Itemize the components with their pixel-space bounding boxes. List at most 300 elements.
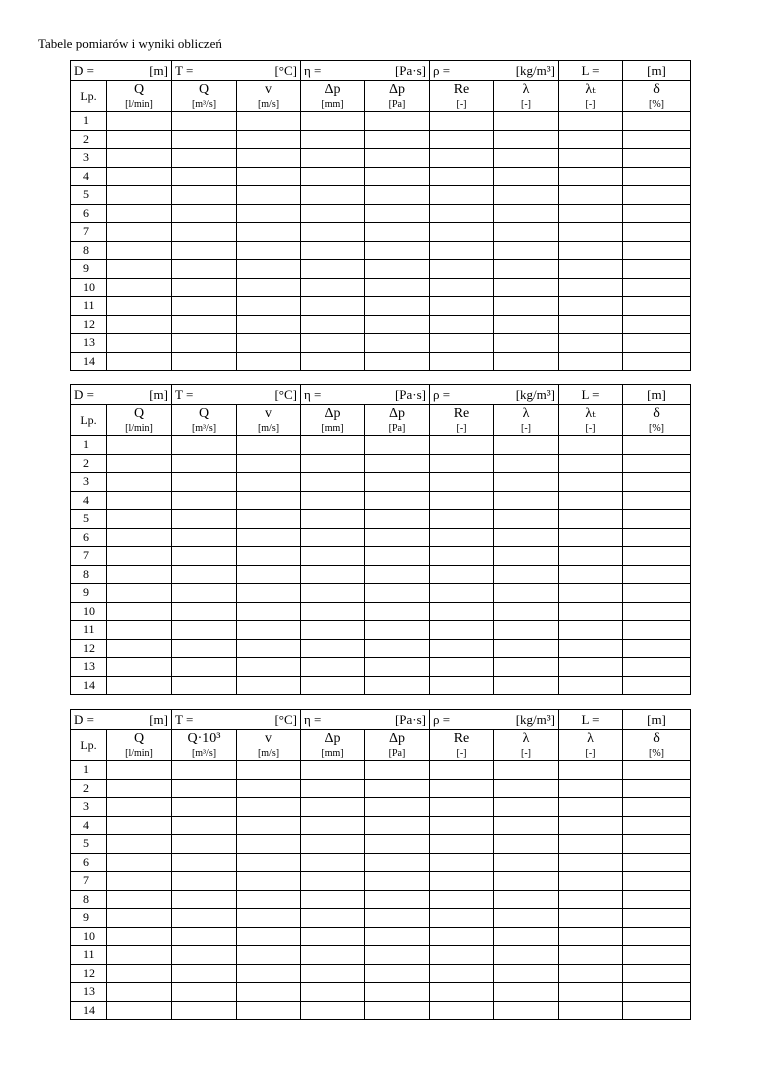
- data-cell[interactable]: [365, 964, 430, 983]
- data-cell[interactable]: [365, 890, 430, 909]
- data-cell[interactable]: [430, 223, 494, 242]
- data-cell[interactable]: [430, 204, 494, 223]
- data-cell[interactable]: [237, 112, 301, 131]
- data-cell[interactable]: [237, 639, 301, 658]
- data-cell[interactable]: [365, 946, 430, 965]
- data-cell[interactable]: [623, 584, 691, 603]
- data-cell[interactable]: [107, 223, 172, 242]
- data-cell[interactable]: [172, 334, 237, 353]
- data-cell[interactable]: [107, 547, 172, 566]
- data-cell[interactable]: [107, 186, 172, 205]
- data-cell[interactable]: [237, 149, 301, 168]
- data-cell[interactable]: [365, 983, 430, 1002]
- data-cell[interactable]: [559, 816, 623, 835]
- data-cell[interactable]: [172, 260, 237, 279]
- data-cell[interactable]: [301, 565, 365, 584]
- data-cell[interactable]: [494, 186, 559, 205]
- param-diameter-field[interactable]: [71, 385, 172, 405]
- data-cell[interactable]: [365, 204, 430, 223]
- data-cell[interactable]: [172, 547, 237, 566]
- data-cell[interactable]: [172, 872, 237, 891]
- data-cell[interactable]: [559, 964, 623, 983]
- data-cell[interactable]: [172, 676, 237, 695]
- data-cell[interactable]: [301, 491, 365, 510]
- data-cell[interactable]: [237, 835, 301, 854]
- data-cell[interactable]: [237, 798, 301, 817]
- data-cell[interactable]: [494, 835, 559, 854]
- data-cell[interactable]: [623, 676, 691, 695]
- data-cell[interactable]: [301, 639, 365, 658]
- data-cell[interactable]: [365, 315, 430, 334]
- data-cell[interactable]: [237, 658, 301, 677]
- data-cell[interactable]: [107, 761, 172, 780]
- data-cell[interactable]: [430, 853, 494, 872]
- data-cell[interactable]: [623, 602, 691, 621]
- data-cell[interactable]: [172, 853, 237, 872]
- data-cell[interactable]: [559, 584, 623, 603]
- data-cell[interactable]: [107, 909, 172, 928]
- param-temperature-field[interactable]: [172, 385, 301, 405]
- data-cell[interactable]: [301, 927, 365, 946]
- data-cell[interactable]: [430, 315, 494, 334]
- data-cell[interactable]: [365, 621, 430, 640]
- data-cell[interactable]: [237, 473, 301, 492]
- data-cell[interactable]: [494, 658, 559, 677]
- data-cell[interactable]: [430, 528, 494, 547]
- data-cell[interactable]: [430, 761, 494, 780]
- data-cell[interactable]: [365, 491, 430, 510]
- data-cell[interactable]: [494, 473, 559, 492]
- param-diameter-field[interactable]: [71, 61, 172, 81]
- data-cell[interactable]: [301, 964, 365, 983]
- data-cell[interactable]: [172, 510, 237, 529]
- data-cell[interactable]: [365, 658, 430, 677]
- data-cell[interactable]: [494, 491, 559, 510]
- data-cell[interactable]: [623, 547, 691, 566]
- data-cell[interactable]: [494, 149, 559, 168]
- data-cell[interactable]: [237, 510, 301, 529]
- data-cell[interactable]: [430, 890, 494, 909]
- data-cell[interactable]: [301, 602, 365, 621]
- data-cell[interactable]: [559, 260, 623, 279]
- data-cell[interactable]: [237, 761, 301, 780]
- data-cell[interactable]: [430, 909, 494, 928]
- data-cell[interactable]: [559, 547, 623, 566]
- data-cell[interactable]: [237, 436, 301, 455]
- data-cell[interactable]: [430, 186, 494, 205]
- data-cell[interactable]: [365, 112, 430, 131]
- param-length-field[interactable]: [559, 710, 623, 730]
- data-cell[interactable]: [623, 946, 691, 965]
- data-cell[interactable]: [623, 473, 691, 492]
- data-cell[interactable]: [172, 909, 237, 928]
- data-cell[interactable]: [559, 946, 623, 965]
- data-cell[interactable]: [559, 927, 623, 946]
- data-cell[interactable]: [301, 223, 365, 242]
- param-length-field[interactable]: [559, 385, 623, 405]
- data-cell[interactable]: [237, 223, 301, 242]
- data-cell[interactable]: [623, 315, 691, 334]
- data-cell[interactable]: [237, 584, 301, 603]
- data-cell[interactable]: [623, 621, 691, 640]
- data-cell[interactable]: [494, 167, 559, 186]
- data-cell[interactable]: [237, 602, 301, 621]
- data-cell[interactable]: [430, 621, 494, 640]
- data-cell[interactable]: [172, 352, 237, 371]
- param-temperature-field[interactable]: [172, 710, 301, 730]
- data-cell[interactable]: [172, 964, 237, 983]
- data-cell[interactable]: [301, 204, 365, 223]
- data-cell[interactable]: [559, 621, 623, 640]
- data-cell[interactable]: [172, 149, 237, 168]
- data-cell[interactable]: [559, 676, 623, 695]
- data-cell[interactable]: [237, 872, 301, 891]
- data-cell[interactable]: [301, 149, 365, 168]
- data-cell[interactable]: [237, 816, 301, 835]
- data-cell[interactable]: [365, 260, 430, 279]
- data-cell[interactable]: [172, 565, 237, 584]
- data-cell[interactable]: [559, 473, 623, 492]
- param-viscosity-field[interactable]: [301, 710, 430, 730]
- data-cell[interactable]: [494, 130, 559, 149]
- data-cell[interactable]: [107, 853, 172, 872]
- data-cell[interactable]: [172, 835, 237, 854]
- data-cell[interactable]: [559, 491, 623, 510]
- data-cell[interactable]: [172, 223, 237, 242]
- data-cell[interactable]: [301, 621, 365, 640]
- data-cell[interactable]: [301, 761, 365, 780]
- data-cell[interactable]: [623, 528, 691, 547]
- data-cell[interactable]: [430, 334, 494, 353]
- data-cell[interactable]: [430, 658, 494, 677]
- data-cell[interactable]: [559, 890, 623, 909]
- data-cell[interactable]: [365, 436, 430, 455]
- data-cell[interactable]: [365, 473, 430, 492]
- data-cell[interactable]: [301, 297, 365, 316]
- data-cell[interactable]: [430, 454, 494, 473]
- data-cell[interactable]: [107, 510, 172, 529]
- data-cell[interactable]: [172, 315, 237, 334]
- data-cell[interactable]: [365, 334, 430, 353]
- data-cell[interactable]: [172, 927, 237, 946]
- data-cell[interactable]: [430, 927, 494, 946]
- data-cell[interactable]: [365, 528, 430, 547]
- data-cell[interactable]: [301, 890, 365, 909]
- param-density-field[interactable]: [430, 710, 559, 730]
- data-cell[interactable]: [107, 565, 172, 584]
- data-cell[interactable]: [559, 130, 623, 149]
- data-cell[interactable]: [494, 112, 559, 131]
- data-cell[interactable]: [559, 761, 623, 780]
- data-cell[interactable]: [559, 853, 623, 872]
- data-cell[interactable]: [494, 602, 559, 621]
- data-cell[interactable]: [172, 130, 237, 149]
- data-cell[interactable]: [107, 602, 172, 621]
- data-cell[interactable]: [301, 315, 365, 334]
- data-cell[interactable]: [430, 260, 494, 279]
- data-cell[interactable]: [301, 1001, 365, 1020]
- data-cell[interactable]: [430, 436, 494, 455]
- data-cell[interactable]: [623, 816, 691, 835]
- data-cell[interactable]: [494, 278, 559, 297]
- data-cell[interactable]: [559, 204, 623, 223]
- data-cell[interactable]: [623, 334, 691, 353]
- data-cell[interactable]: [107, 639, 172, 658]
- data-cell[interactable]: [172, 204, 237, 223]
- data-cell[interactable]: [365, 639, 430, 658]
- data-cell[interactable]: [494, 798, 559, 817]
- data-cell[interactable]: [301, 835, 365, 854]
- data-cell[interactable]: [559, 639, 623, 658]
- data-cell[interactable]: [107, 890, 172, 909]
- data-cell[interactable]: [559, 528, 623, 547]
- data-cell[interactable]: [172, 602, 237, 621]
- data-cell[interactable]: [494, 297, 559, 316]
- data-cell[interactable]: [430, 816, 494, 835]
- data-cell[interactable]: [172, 297, 237, 316]
- data-cell[interactable]: [494, 454, 559, 473]
- data-cell[interactable]: [107, 436, 172, 455]
- data-cell[interactable]: [494, 436, 559, 455]
- data-cell[interactable]: [301, 798, 365, 817]
- data-cell[interactable]: [623, 130, 691, 149]
- data-cell[interactable]: [237, 297, 301, 316]
- data-cell[interactable]: [107, 658, 172, 677]
- data-cell[interactable]: [107, 779, 172, 798]
- data-cell[interactable]: [365, 1001, 430, 1020]
- data-cell[interactable]: [107, 204, 172, 223]
- data-cell[interactable]: [623, 909, 691, 928]
- data-cell[interactable]: [623, 223, 691, 242]
- data-cell[interactable]: [107, 315, 172, 334]
- data-cell[interactable]: [559, 872, 623, 891]
- data-cell[interactable]: [107, 872, 172, 891]
- data-cell[interactable]: [172, 528, 237, 547]
- data-cell[interactable]: [365, 676, 430, 695]
- data-cell[interactable]: [430, 547, 494, 566]
- data-cell[interactable]: [623, 149, 691, 168]
- data-cell[interactable]: [172, 186, 237, 205]
- data-cell[interactable]: [623, 278, 691, 297]
- data-cell[interactable]: [559, 315, 623, 334]
- data-cell[interactable]: [172, 639, 237, 658]
- data-cell[interactable]: [623, 454, 691, 473]
- data-cell[interactable]: [494, 676, 559, 695]
- param-temperature-field[interactable]: [172, 61, 301, 81]
- data-cell[interactable]: [559, 798, 623, 817]
- data-cell[interactable]: [430, 779, 494, 798]
- data-cell[interactable]: [623, 1001, 691, 1020]
- data-cell[interactable]: [237, 334, 301, 353]
- data-cell[interactable]: [623, 167, 691, 186]
- data-cell[interactable]: [107, 112, 172, 131]
- data-cell[interactable]: [623, 853, 691, 872]
- data-cell[interactable]: [237, 676, 301, 695]
- param-diameter-field[interactable]: [71, 710, 172, 730]
- data-cell[interactable]: [494, 761, 559, 780]
- param-length-field[interactable]: [559, 61, 623, 81]
- data-cell[interactable]: [365, 909, 430, 928]
- data-cell[interactable]: [107, 946, 172, 965]
- data-cell[interactable]: [237, 565, 301, 584]
- data-cell[interactable]: [365, 872, 430, 891]
- data-cell[interactable]: [430, 297, 494, 316]
- data-cell[interactable]: [237, 352, 301, 371]
- data-cell[interactable]: [623, 204, 691, 223]
- data-cell[interactable]: [107, 149, 172, 168]
- data-cell[interactable]: [494, 352, 559, 371]
- data-cell[interactable]: [365, 130, 430, 149]
- data-cell[interactable]: [494, 241, 559, 260]
- data-cell[interactable]: [623, 565, 691, 584]
- data-cell[interactable]: [430, 639, 494, 658]
- data-cell[interactable]: [237, 454, 301, 473]
- data-cell[interactable]: [301, 454, 365, 473]
- data-cell[interactable]: [559, 602, 623, 621]
- data-cell[interactable]: [301, 584, 365, 603]
- data-cell[interactable]: [430, 1001, 494, 1020]
- data-cell[interactable]: [430, 946, 494, 965]
- data-cell[interactable]: [494, 890, 559, 909]
- data-cell[interactable]: [107, 816, 172, 835]
- data-cell[interactable]: [623, 352, 691, 371]
- data-cell[interactable]: [237, 204, 301, 223]
- data-cell[interactable]: [430, 112, 494, 131]
- data-cell[interactable]: [237, 964, 301, 983]
- data-cell[interactable]: [623, 835, 691, 854]
- data-cell[interactable]: [301, 260, 365, 279]
- data-cell[interactable]: [301, 983, 365, 1002]
- data-cell[interactable]: [237, 278, 301, 297]
- data-cell[interactable]: [494, 816, 559, 835]
- data-cell[interactable]: [365, 510, 430, 529]
- data-cell[interactable]: [365, 454, 430, 473]
- data-cell[interactable]: [172, 473, 237, 492]
- data-cell[interactable]: [559, 297, 623, 316]
- data-cell[interactable]: [237, 909, 301, 928]
- data-cell[interactable]: [494, 639, 559, 658]
- data-cell[interactable]: [430, 584, 494, 603]
- data-cell[interactable]: [623, 510, 691, 529]
- data-cell[interactable]: [365, 149, 430, 168]
- data-cell[interactable]: [559, 352, 623, 371]
- data-cell[interactable]: [430, 835, 494, 854]
- data-cell[interactable]: [494, 964, 559, 983]
- data-cell[interactable]: [237, 241, 301, 260]
- data-cell[interactable]: [494, 927, 559, 946]
- data-cell[interactable]: [172, 798, 237, 817]
- data-cell[interactable]: [623, 186, 691, 205]
- data-cell[interactable]: [107, 621, 172, 640]
- data-cell[interactable]: [494, 315, 559, 334]
- data-cell[interactable]: [237, 167, 301, 186]
- data-cell[interactable]: [623, 983, 691, 1002]
- data-cell[interactable]: [430, 798, 494, 817]
- data-cell[interactable]: [237, 528, 301, 547]
- data-cell[interactable]: [430, 352, 494, 371]
- data-cell[interactable]: [301, 510, 365, 529]
- data-cell[interactable]: [494, 1001, 559, 1020]
- data-cell[interactable]: [623, 798, 691, 817]
- data-cell[interactable]: [237, 186, 301, 205]
- data-cell[interactable]: [107, 130, 172, 149]
- data-cell[interactable]: [559, 983, 623, 1002]
- data-cell[interactable]: [559, 186, 623, 205]
- data-cell[interactable]: [494, 510, 559, 529]
- data-cell[interactable]: [559, 454, 623, 473]
- data-cell[interactable]: [107, 260, 172, 279]
- data-cell[interactable]: [172, 1001, 237, 1020]
- data-cell[interactable]: [107, 1001, 172, 1020]
- data-cell[interactable]: [494, 260, 559, 279]
- data-cell[interactable]: [494, 872, 559, 891]
- data-cell[interactable]: [365, 761, 430, 780]
- data-cell[interactable]: [172, 658, 237, 677]
- data-cell[interactable]: [237, 946, 301, 965]
- data-cell[interactable]: [107, 676, 172, 695]
- data-cell[interactable]: [301, 872, 365, 891]
- data-cell[interactable]: [301, 779, 365, 798]
- data-cell[interactable]: [301, 352, 365, 371]
- data-cell[interactable]: [365, 798, 430, 817]
- data-cell[interactable]: [494, 909, 559, 928]
- param-density-field[interactable]: [430, 61, 559, 81]
- data-cell[interactable]: [430, 241, 494, 260]
- data-cell[interactable]: [623, 436, 691, 455]
- data-cell[interactable]: [172, 112, 237, 131]
- data-cell[interactable]: [365, 779, 430, 798]
- data-cell[interactable]: [559, 436, 623, 455]
- data-cell[interactable]: [301, 853, 365, 872]
- data-cell[interactable]: [623, 872, 691, 891]
- data-cell[interactable]: [237, 927, 301, 946]
- data-cell[interactable]: [365, 167, 430, 186]
- data-cell[interactable]: [559, 112, 623, 131]
- data-cell[interactable]: [301, 909, 365, 928]
- data-cell[interactable]: [623, 297, 691, 316]
- data-cell[interactable]: [430, 473, 494, 492]
- data-cell[interactable]: [365, 278, 430, 297]
- data-cell[interactable]: [237, 853, 301, 872]
- data-cell[interactable]: [430, 676, 494, 695]
- data-cell[interactable]: [237, 621, 301, 640]
- data-cell[interactable]: [107, 167, 172, 186]
- data-cell[interactable]: [301, 816, 365, 835]
- data-cell[interactable]: [494, 204, 559, 223]
- data-cell[interactable]: [237, 547, 301, 566]
- data-cell[interactable]: [301, 547, 365, 566]
- data-cell[interactable]: [494, 946, 559, 965]
- data-cell[interactable]: [237, 260, 301, 279]
- data-cell[interactable]: [623, 639, 691, 658]
- data-cell[interactable]: [301, 278, 365, 297]
- data-cell[interactable]: [107, 927, 172, 946]
- data-cell[interactable]: [172, 278, 237, 297]
- data-cell[interactable]: [365, 584, 430, 603]
- data-cell[interactable]: [559, 1001, 623, 1020]
- data-cell[interactable]: [365, 352, 430, 371]
- data-cell[interactable]: [559, 510, 623, 529]
- data-cell[interactable]: [301, 436, 365, 455]
- data-cell[interactable]: [237, 779, 301, 798]
- data-cell[interactable]: [623, 241, 691, 260]
- data-cell[interactable]: [365, 816, 430, 835]
- data-cell[interactable]: [301, 186, 365, 205]
- data-cell[interactable]: [494, 779, 559, 798]
- data-cell[interactable]: [172, 454, 237, 473]
- data-cell[interactable]: [623, 491, 691, 510]
- data-cell[interactable]: [365, 547, 430, 566]
